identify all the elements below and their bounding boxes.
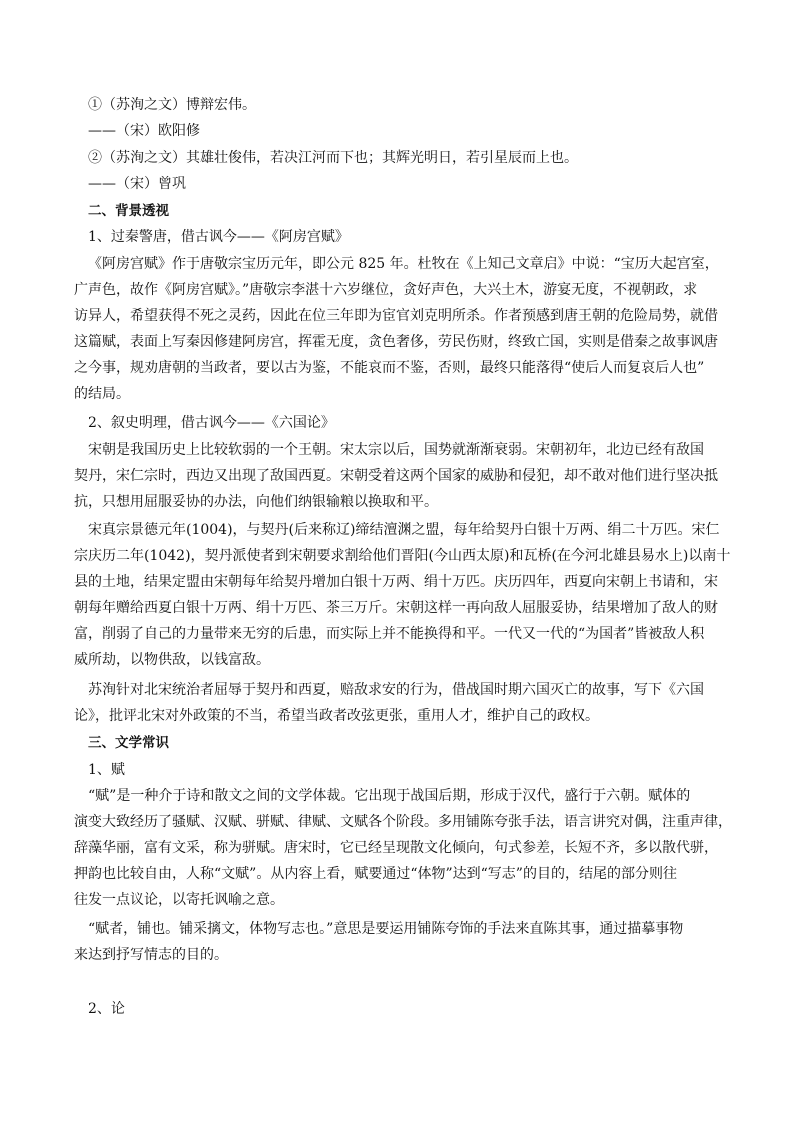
para-line: 威所劫，以物供敌，以钱富敌。 [74, 652, 270, 668]
paragraph-afang [74, 251, 719, 407]
para-line: 演变大致经历了骚赋、汉赋、骈赋、律赋、文赋各个阶段。多用铺陈夸张手法，语言讲究对偶，注重声律， [74, 814, 732, 830]
para-line: 抗，只想用屈服妥协的办法，向他们纳银输粮以换取和平。 [74, 494, 438, 510]
para-line: 的结局。 [74, 386, 130, 402]
para-line: 往发一点议论，以寄托讽喻之意。 [74, 892, 284, 908]
quote-zenggong: ②（苏洵之文）其雄壮俊伟，若决江河而下也；其辉光明日，若引星辰而上也。 [88, 150, 578, 166]
para-line: 《阿房宫赋》作于唐敬宗宝历元年，即公元 825 年。杜牧在《上知己文章启》中说：“宝历大起宫室， [88, 256, 719, 272]
subheading-liuguo: 2、叙史明理，借古讽今——《六国论》 [88, 415, 335, 431]
subheading-fu: 1、赋 [88, 762, 125, 778]
paragraph-suxun [74, 677, 704, 729]
subheading-afang: 1、过秦警唐，借古讽今——《阿房宫赋》 [88, 229, 349, 245]
para-line: “赋”是一种介于诗和散文之间的文学体裁。它出现于战国后期，形成于汉代，盛行于六朝。赋体的 [88, 788, 691, 804]
para-line: 富，削弱了自己的力量带来无穷的后患，而实际上并不能换得和平。一代又一代的“为国者”皆被敌人积 [74, 626, 705, 642]
paragraph-song-weak [74, 437, 718, 515]
attribution-zenggong: ——（宋）曾巩 [88, 176, 186, 192]
attribution-ouyang: ——（宋）欧阳修 [88, 123, 200, 139]
para-line: 宋朝是我国历史上比较软弱的一个王朝。宋太宗以后，国势就渐渐衰弱。宋朝初年，北边已经有敌国 [88, 442, 704, 458]
para-line: 广声色，故作《阿房宫赋》。”唐敬宗李湛十六岁继位，贪好声色，大兴土木，游宴无度，不视朝政，求 [74, 282, 698, 298]
para-line: 宗庆历二年(1042)，契丹派使者到宋朝要求割给他们晋阳(今山西太原)和瓦桥(在今河北雄县易水上)以南十 [74, 548, 731, 564]
para-line: 宋真宗景德元年(1004)，与契丹(后来称辽)缔结澶渊之盟，每年给契丹白银十万两、绢二十万匹。宋仁 [88, 522, 720, 538]
quote-ouyang: ①（苏洵之文）博辩宏伟。 [88, 97, 256, 113]
para-line: 之今事，规劝唐朝的当政者，要以古为鉴，不能哀而不鉴，否则，最终只能落得“使后人而复哀后人也” [74, 360, 705, 376]
paragraph-fu-meaning [74, 916, 683, 968]
para-line: 辞藻华丽，富有文采，称为骈赋。唐宋时，它已经呈现散文化倾向，句式参差，长短不齐，多以散代骈， [74, 840, 718, 856]
para-line: 押韵也比较自由，人称“文赋”。从内容上看，赋要通过“体物”达到“写志”的目的，结尾的部分则往 [74, 866, 677, 882]
para-line: 朝每年赠给西夏白银十万两、绢十万匹、茶三万斤。宋朝这样一再向敌人屈服妥协，结果增加了敌人的财 [74, 600, 718, 616]
paragraph-treaties [74, 517, 730, 673]
section-heading-literature: 三、文学常识 [88, 735, 169, 751]
para-line: 论》，批评北宋对外政策的不当，希望当政者改弦更张，重用人才，维护自己的政权。 [74, 708, 599, 724]
para-line: 来达到抒写情志的目的。 [74, 947, 228, 963]
para-line: 访异人，希望获得不死之灵药，因此在位三年即为宦官刘克明所杀。作者预感到唐王朝的危险局势，就借 [74, 308, 718, 324]
para-line: 苏洵针对北宋统治者屈辱于契丹和西夏，赔敌求安的行为，借战国时期六国灭亡的故事，写下《六国 [88, 682, 704, 698]
section-heading-background: 二、背景透视 [88, 203, 169, 219]
paragraph-fu-definition [74, 783, 732, 913]
para-line: 这篇赋，表面上写秦因修建阿房宫，挥霍无度，贪色奢侈，劳民伤财，终致亡国，实则是借秦之故事讽唐 [74, 334, 718, 350]
subheading-lun: 2、论 [88, 1001, 125, 1017]
para-line: “赋者，铺也。铺采摛文，体物写志也。”意思是要运用铺陈夸饰的手法来直陈其事，通过描摹事物 [88, 921, 684, 937]
para-line: 县的土地，结果定盟由宋朝每年给契丹增加白银十万两、绢十万匹。庆历四年，西夏向宋朝上书请和，宋 [74, 574, 718, 590]
para-line: 契丹，宋仁宗时，西边又出现了敌国西夏。宋朝受着这两个国家的威胁和侵犯，却不敢对他们进行坚决抵 [74, 468, 718, 484]
